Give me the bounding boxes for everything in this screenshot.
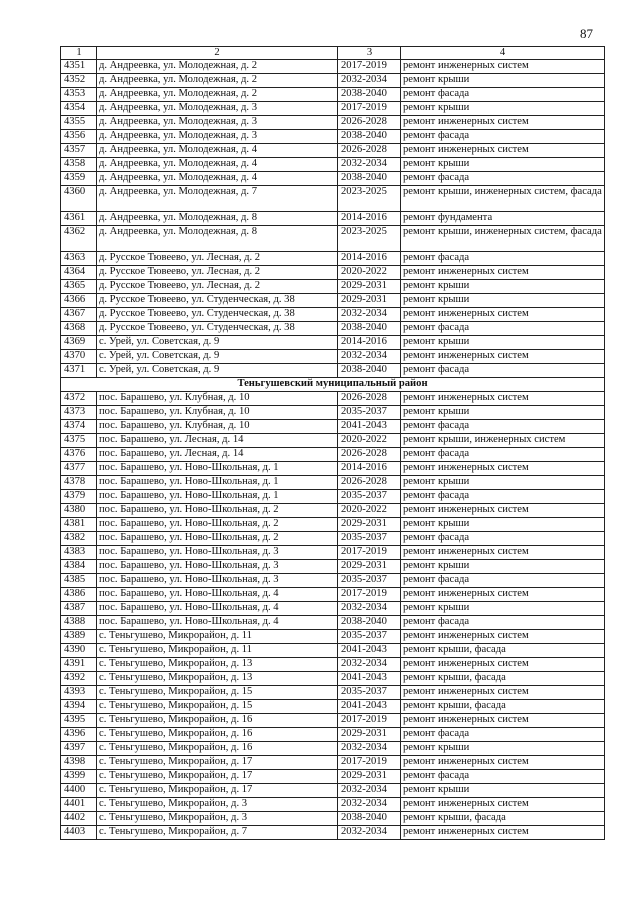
row-number-cell: 4396 (61, 728, 97, 742)
work-type-cell: ремонт инженерных систем (401, 630, 605, 644)
period-cell: 2041-2043 (338, 420, 401, 434)
table-row (61, 476, 605, 490)
address-cell: д. Андреевка, ул. Молодежная, д. 2 (97, 88, 338, 102)
address-cell: с. Теньгушево, Микрорайон, д. 13 (97, 672, 338, 686)
table-row (61, 448, 605, 462)
table-row (61, 308, 605, 322)
period-cell: 2014-2016 (338, 212, 401, 226)
table-row (61, 602, 605, 616)
period-cell: 2026-2028 (338, 392, 401, 406)
work-type-cell: ремонт крыши (401, 294, 605, 308)
row-number-cell: 4359 (61, 172, 97, 186)
row-number-cell: 4358 (61, 158, 97, 172)
row-number-cell: 4356 (61, 130, 97, 144)
page-number: 87 (580, 26, 593, 41)
row-number-cell: 4398 (61, 756, 97, 770)
work-type-cell: ремонт крыши (401, 784, 605, 798)
row-number-cell: 4365 (61, 280, 97, 294)
table-row (61, 490, 605, 504)
address-cell: д. Андреевка, ул. Молодежная, д. 3 (97, 102, 338, 116)
table-row (61, 728, 605, 742)
period-cell: 2017-2019 (338, 588, 401, 602)
row-number-cell: 4363 (61, 252, 97, 266)
table-row (61, 74, 605, 88)
table-row (61, 518, 605, 532)
table-row (61, 672, 605, 686)
table-row (61, 130, 605, 144)
row-number-cell: 4374 (61, 420, 97, 434)
address-cell: д. Андреевка, ул. Молодежная, д. 3 (97, 116, 338, 130)
address-cell: с. Теньгушево, Микрорайон, д. 16 (97, 742, 338, 756)
row-number-cell: 4368 (61, 322, 97, 336)
column-number: 2 (97, 47, 338, 60)
address-cell: д. Русское Тювеево, ул. Лесная, д. 2 (97, 252, 338, 266)
period-cell: 2029-2031 (338, 560, 401, 574)
table-row (61, 212, 605, 226)
work-type-cell: ремонт инженерных систем (401, 462, 605, 476)
row-number-cell: 4380 (61, 504, 97, 518)
period-cell: 2020-2022 (338, 504, 401, 518)
period-cell: 2032-2034 (338, 798, 401, 812)
period-cell: 2029-2031 (338, 728, 401, 742)
row-number-cell: 4367 (61, 308, 97, 322)
period-cell: 2038-2040 (338, 130, 401, 144)
address-cell: пос. Барашево, ул. Ново-Школьная, д. 2 (97, 518, 338, 532)
work-type-cell: ремонт крыши, фасада (401, 700, 605, 714)
period-cell: 2035-2037 (338, 686, 401, 700)
table-row (61, 588, 605, 602)
row-number-cell: 4362 (61, 226, 97, 252)
row-number-cell: 4361 (61, 212, 97, 226)
work-type-cell: ремонт крыши (401, 602, 605, 616)
work-type-cell: ремонт инженерных систем (401, 798, 605, 812)
work-type-cell: ремонт фасада (401, 172, 605, 186)
period-cell: 2017-2019 (338, 714, 401, 728)
table-row (61, 812, 605, 826)
period-cell: 2017-2019 (338, 102, 401, 116)
table-row (61, 826, 605, 840)
table-row (61, 630, 605, 644)
work-type-cell: ремонт инженерных систем (401, 266, 605, 280)
table-row (61, 158, 605, 172)
work-type-cell: ремонт фасада (401, 532, 605, 546)
work-type-cell: ремонт инженерных систем (401, 350, 605, 364)
address-cell: пос. Барашево, ул. Ново-Школьная, д. 4 (97, 616, 338, 630)
address-cell: д. Андреевка, ул. Молодежная, д. 2 (97, 74, 338, 88)
address-cell: пос. Барашево, ул. Клубная, д. 10 (97, 406, 338, 420)
address-cell: с. Урей, ул. Советская, д. 9 (97, 350, 338, 364)
row-number-cell: 4393 (61, 686, 97, 700)
table-row (61, 294, 605, 308)
table-row (61, 784, 605, 798)
table-row (61, 322, 605, 336)
work-type-cell: ремонт крыши, инженерных систем, фасада (401, 186, 605, 212)
address-cell: пос. Барашево, ул. Лесная, д. 14 (97, 448, 338, 462)
row-number-cell: 4382 (61, 532, 97, 546)
period-cell: 2026-2028 (338, 144, 401, 158)
period-cell: 2029-2031 (338, 280, 401, 294)
address-cell: пос. Барашево, ул. Ново-Школьная, д. 3 (97, 574, 338, 588)
period-cell: 2014-2016 (338, 252, 401, 266)
address-cell: с. Теньгушево, Микрорайон, д. 15 (97, 700, 338, 714)
address-cell: с. Урей, ул. Советская, д. 9 (97, 364, 338, 378)
work-type-cell: ремонт фасада (401, 420, 605, 434)
row-number-cell: 4355 (61, 116, 97, 130)
row-number-cell: 4376 (61, 448, 97, 462)
address-cell: д. Андреевка, ул. Молодежная, д. 4 (97, 172, 338, 186)
column-number-row (61, 47, 605, 60)
address-cell: пос. Барашево, ул. Ново-Школьная, д. 1 (97, 476, 338, 490)
table-row (61, 280, 605, 294)
address-cell: д. Русское Тювеево, ул. Лесная, д. 2 (97, 266, 338, 280)
period-cell: 2032-2034 (338, 350, 401, 364)
address-cell: с. Теньгушево, Микрорайон, д. 7 (97, 826, 338, 840)
period-cell: 2032-2034 (338, 74, 401, 88)
work-type-cell: ремонт крыши (401, 518, 605, 532)
row-number-cell: 4372 (61, 392, 97, 406)
work-type-cell: ремонт фасада (401, 448, 605, 462)
table-row (61, 420, 605, 434)
table-row (61, 226, 605, 252)
work-type-cell: ремонт инженерных систем (401, 144, 605, 158)
period-cell: 2029-2031 (338, 294, 401, 308)
address-cell: с. Теньгушево, Микрорайон, д. 15 (97, 686, 338, 700)
period-cell: 2032-2034 (338, 826, 401, 840)
address-cell: д. Андреевка, ул. Молодежная, д. 2 (97, 60, 338, 74)
period-cell: 2032-2034 (338, 602, 401, 616)
work-type-cell: ремонт фасада (401, 574, 605, 588)
row-number-cell: 4390 (61, 644, 97, 658)
period-cell: 2038-2040 (338, 812, 401, 826)
period-cell: 2026-2028 (338, 476, 401, 490)
work-type-cell: ремонт инженерных систем (401, 504, 605, 518)
table-row (61, 406, 605, 420)
period-cell: 2032-2034 (338, 742, 401, 756)
table-row (61, 644, 605, 658)
period-cell: 2017-2019 (338, 60, 401, 74)
row-number-cell: 4360 (61, 186, 97, 212)
row-number-cell: 4370 (61, 350, 97, 364)
row-number-cell: 4383 (61, 546, 97, 560)
column-number: 4 (401, 47, 605, 60)
address-cell: пос. Барашево, ул. Ново-Школьная, д. 1 (97, 490, 338, 504)
table-row (61, 350, 605, 364)
period-cell: 2014-2016 (338, 336, 401, 350)
period-cell: 2035-2037 (338, 532, 401, 546)
table-row (61, 504, 605, 518)
row-number-cell: 4378 (61, 476, 97, 490)
row-number-cell: 4400 (61, 784, 97, 798)
period-cell: 2038-2040 (338, 88, 401, 102)
row-number-cell: 4389 (61, 630, 97, 644)
address-cell: д. Андреевка, ул. Молодежная, д. 8 (97, 226, 338, 252)
work-type-cell: ремонт инженерных систем (401, 116, 605, 130)
work-type-cell: ремонт фасада (401, 364, 605, 378)
period-cell: 2038-2040 (338, 364, 401, 378)
address-cell: пос. Барашево, ул. Ново-Школьная, д. 3 (97, 546, 338, 560)
table-row (61, 546, 605, 560)
row-number-cell: 4364 (61, 266, 97, 280)
row-number-cell: 4371 (61, 364, 97, 378)
address-cell: д. Русское Тювеево, ул. Студенческая, д. 38 (97, 294, 338, 308)
work-type-cell: ремонт фасада (401, 728, 605, 742)
work-type-cell: ремонт инженерных систем (401, 546, 605, 560)
row-number-cell: 4402 (61, 812, 97, 826)
row-number-cell: 4377 (61, 462, 97, 476)
address-cell: д. Андреевка, ул. Молодежная, д. 3 (97, 130, 338, 144)
work-type-cell: ремонт крыши (401, 406, 605, 420)
address-cell: с. Теньгушево, Микрорайон, д. 16 (97, 728, 338, 742)
row-number-cell: 4379 (61, 490, 97, 504)
period-cell: 2029-2031 (338, 518, 401, 532)
table-row (61, 616, 605, 630)
work-type-cell: ремонт инженерных систем (401, 756, 605, 770)
work-type-cell: ремонт инженерных систем (401, 714, 605, 728)
period-cell: 2038-2040 (338, 322, 401, 336)
row-number-cell: 4392 (61, 672, 97, 686)
address-cell: д. Андреевка, ул. Молодежная, д. 8 (97, 212, 338, 226)
period-cell: 2035-2037 (338, 630, 401, 644)
period-cell: 2032-2034 (338, 658, 401, 672)
table-row (61, 144, 605, 158)
work-type-cell: ремонт фасада (401, 770, 605, 784)
work-type-cell: ремонт крыши, инженерных систем (401, 434, 605, 448)
table-row (61, 102, 605, 116)
work-type-cell: ремонт фасада (401, 252, 605, 266)
work-type-cell: ремонт крыши (401, 560, 605, 574)
row-number-cell: 4369 (61, 336, 97, 350)
address-cell: с. Теньгушево, Микрорайон, д. 16 (97, 714, 338, 728)
address-cell: д. Русское Тювеево, ул. Лесная, д. 2 (97, 280, 338, 294)
section-title: Теньгушевский муниципальный район (61, 378, 605, 392)
address-cell: с. Теньгушево, Микрорайон, д. 11 (97, 644, 338, 658)
row-number-cell: 4366 (61, 294, 97, 308)
row-number-cell: 4381 (61, 518, 97, 532)
address-cell: пос. Барашево, ул. Клубная, д. 10 (97, 420, 338, 434)
period-cell: 2035-2037 (338, 574, 401, 588)
row-number-cell: 4384 (61, 560, 97, 574)
table-row (61, 434, 605, 448)
row-number-cell: 4401 (61, 798, 97, 812)
table-row (61, 116, 605, 130)
table-row (61, 798, 605, 812)
work-type-cell: ремонт фундамента (401, 212, 605, 226)
period-cell: 2032-2034 (338, 158, 401, 172)
work-type-cell: ремонт фасада (401, 490, 605, 504)
period-cell: 2032-2034 (338, 784, 401, 798)
work-type-cell: ремонт крыши (401, 280, 605, 294)
period-cell: 2029-2031 (338, 770, 401, 784)
table-row (61, 700, 605, 714)
table-row (61, 770, 605, 784)
address-cell: пос. Барашево, ул. Ново-Школьная, д. 4 (97, 602, 338, 616)
section-header-row (61, 378, 605, 392)
table-row (61, 686, 605, 700)
work-type-cell: ремонт крыши (401, 476, 605, 490)
address-cell: пос. Барашево, ул. Ново-Школьная, д. 2 (97, 504, 338, 518)
row-number-cell: 4388 (61, 616, 97, 630)
period-cell: 2026-2028 (338, 116, 401, 130)
row-number-cell: 4386 (61, 588, 97, 602)
table-row (61, 532, 605, 546)
address-cell: с. Теньгушево, Микрорайон, д. 11 (97, 630, 338, 644)
address-cell: с. Теньгушево, Микрорайон, д. 13 (97, 658, 338, 672)
row-number-cell: 4394 (61, 700, 97, 714)
table-row (61, 186, 605, 212)
work-type-cell: ремонт крыши, фасада (401, 644, 605, 658)
period-cell: 2026-2028 (338, 448, 401, 462)
work-type-cell: ремонт крыши, фасада (401, 672, 605, 686)
period-cell: 2023-2025 (338, 226, 401, 252)
period-cell: 2017-2019 (338, 756, 401, 770)
address-cell: д. Андреевка, ул. Молодежная, д. 7 (97, 186, 338, 212)
address-cell: с. Теньгушево, Микрорайон, д. 3 (97, 812, 338, 826)
work-type-cell: ремонт фасада (401, 616, 605, 630)
row-number-cell: 4351 (61, 60, 97, 74)
row-number-cell: 4373 (61, 406, 97, 420)
address-cell: с. Теньгушево, Микрорайон, д. 3 (97, 798, 338, 812)
period-cell: 2035-2037 (338, 490, 401, 504)
period-cell: 2017-2019 (338, 546, 401, 560)
work-type-cell: ремонт инженерных систем (401, 826, 605, 840)
work-type-cell: ремонт крыши (401, 158, 605, 172)
address-cell: с. Теньгушево, Микрорайон, д. 17 (97, 756, 338, 770)
work-type-cell: ремонт крыши, инженерных систем, фасада (401, 226, 605, 252)
work-type-cell: ремонт инженерных систем (401, 308, 605, 322)
column-number: 1 (61, 47, 97, 60)
address-cell: с. Теньгушево, Микрорайон, д. 17 (97, 770, 338, 784)
period-cell: 2041-2043 (338, 700, 401, 714)
work-type-cell: ремонт фасада (401, 322, 605, 336)
work-type-cell: ремонт инженерных систем (401, 658, 605, 672)
work-type-cell: ремонт фасада (401, 130, 605, 144)
address-cell: д. Русское Тювеево, ул. Студенческая, д. 38 (97, 308, 338, 322)
row-number-cell: 4395 (61, 714, 97, 728)
address-cell: пос. Барашево, ул. Ново-Школьная, д. 1 (97, 462, 338, 476)
table-row (61, 172, 605, 186)
row-number-cell: 4352 (61, 74, 97, 88)
work-type-cell: ремонт инженерных систем (401, 686, 605, 700)
work-type-cell: ремонт фасада (401, 88, 605, 102)
address-cell: пос. Барашево, ул. Клубная, д. 10 (97, 392, 338, 406)
address-cell: д. Андреевка, ул. Молодежная, д. 4 (97, 144, 338, 158)
period-cell: 2014-2016 (338, 462, 401, 476)
address-cell: с. Теньгушево, Микрорайон, д. 17 (97, 784, 338, 798)
period-cell: 2032-2034 (338, 308, 401, 322)
address-cell: пос. Барашево, ул. Ново-Школьная, д. 3 (97, 560, 338, 574)
repair-schedule-table (60, 46, 605, 840)
row-number-cell: 4385 (61, 574, 97, 588)
table-row (61, 560, 605, 574)
work-type-cell: ремонт крыши, фасада (401, 812, 605, 826)
row-number-cell: 4403 (61, 826, 97, 840)
address-cell: с. Урей, ул. Советская, д. 9 (97, 336, 338, 350)
period-cell: 2041-2043 (338, 672, 401, 686)
work-type-cell: ремонт инженерных систем (401, 392, 605, 406)
period-cell: 2041-2043 (338, 644, 401, 658)
work-type-cell: ремонт инженерных систем (401, 60, 605, 74)
row-number-cell: 4354 (61, 102, 97, 116)
row-number-cell: 4399 (61, 770, 97, 784)
row-number-cell: 4375 (61, 434, 97, 448)
table-row (61, 88, 605, 102)
period-cell: 2038-2040 (338, 616, 401, 630)
period-cell: 2020-2022 (338, 266, 401, 280)
table-row (61, 60, 605, 74)
column-number: 3 (338, 47, 401, 60)
table-row (61, 658, 605, 672)
table-row (61, 574, 605, 588)
period-cell: 2020-2022 (338, 434, 401, 448)
period-cell: 2038-2040 (338, 172, 401, 186)
address-cell: пос. Барашево, ул. Ново-Школьная, д. 2 (97, 532, 338, 546)
table-row (61, 462, 605, 476)
table-row (61, 742, 605, 756)
address-cell: д. Андреевка, ул. Молодежная, д. 4 (97, 158, 338, 172)
period-cell: 2023-2025 (338, 186, 401, 212)
row-number-cell: 4357 (61, 144, 97, 158)
row-number-cell: 4397 (61, 742, 97, 756)
table-row (61, 252, 605, 266)
row-number-cell: 4387 (61, 602, 97, 616)
work-type-cell: ремонт крыши (401, 74, 605, 88)
work-type-cell: ремонт крыши (401, 742, 605, 756)
work-type-cell: ремонт крыши (401, 336, 605, 350)
address-cell: пос. Барашево, ул. Ново-Школьная, д. 4 (97, 588, 338, 602)
table-row (61, 266, 605, 280)
table-row (61, 714, 605, 728)
work-type-cell: ремонт инженерных систем (401, 588, 605, 602)
table-row (61, 756, 605, 770)
address-cell: д. Русское Тювеево, ул. Студенческая, д. 38 (97, 322, 338, 336)
table-row (61, 392, 605, 406)
row-number-cell: 4353 (61, 88, 97, 102)
period-cell: 2035-2037 (338, 406, 401, 420)
work-type-cell: ремонт крыши (401, 102, 605, 116)
row-number-cell: 4391 (61, 658, 97, 672)
table-row (61, 364, 605, 378)
address-cell: пос. Барашево, ул. Лесная, д. 14 (97, 434, 338, 448)
table-row (61, 336, 605, 350)
